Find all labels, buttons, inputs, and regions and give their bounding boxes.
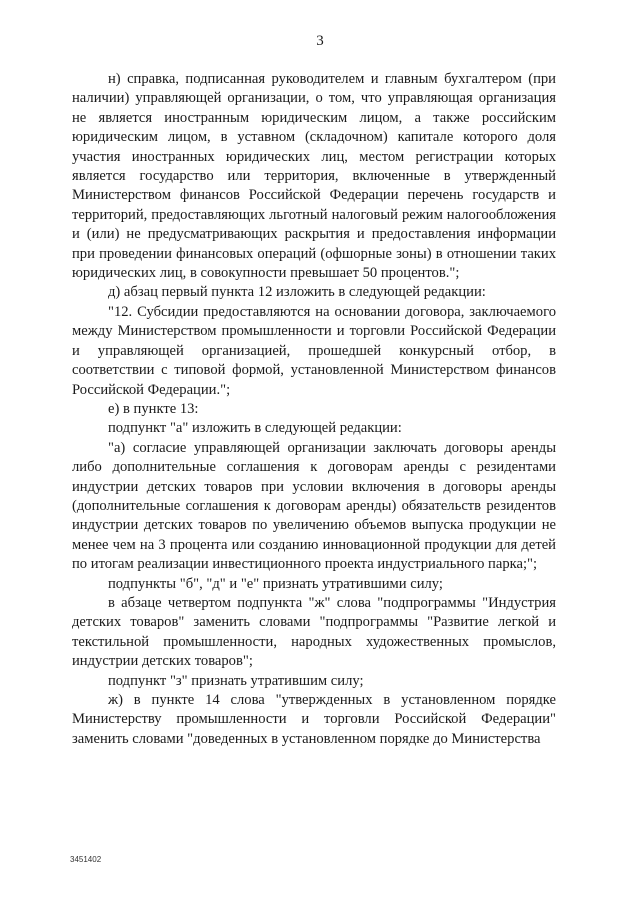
paragraph-clause-12-text: "12. Субсидии предоставляются на основании договора, заключаемого между Министерством промышленности и торговли Российской Федерации и управляющей организацией, прошедшей конкурсный отбор, в соответствии с типовой формой, установленной Министерством финансов Российской Федерации.";	[72, 303, 556, 398]
paragraph-n-certificate: н) справка, подписанная руководителем и главным бухгалтером (при наличии) управляющей организации, о том, что управляющая организация не является иностранным юридическим лицом, а также российским юридическим лицом, в уставном (складочном) капитале которого доля участия иностранных юридических лиц, местом регистрации которых является государство или территория, включенные в утвержденный Министерством финансов Российской Федерации перечень государств и территорий, предоставляющих льготный налоговый режим налогообложения и (или) не предусматривающих раскрытия и предоставления информации при проведении финансовых операций (офшорные зоны) в отношении таких юридических лиц, в совокупности превышает 50 процентов.";	[72, 71, 556, 282]
paragraph-d-clause-12: д) абзац первый пункта 12 изложить в следующей редакции:	[108, 284, 486, 301]
document-body	[72, 70, 556, 749]
paragraph-subclause-a-intro: подпункт "а" изложить в следующей редакции:	[108, 420, 402, 437]
paragraph-e-clause-13: е) в пункте 13:	[108, 400, 199, 417]
paragraph-subclauses-repealed: подпункты "б", "д" и "е" признать утратившими силу;	[108, 575, 443, 592]
paragraph-subclause-a-text: "а) согласие управляющей организации заключать договоры аренды либо дополнительные соглашения к договорам аренды с резидентами индустрии детских товаров при условии включения в договоры аренды (дополнительные соглашения к договорам аренды) обязательств резидентов индустрии детских товаров по увеличению объемов выпуска продукции не менее чем на 3 процента или созданию инновационной продукции для детей по итогам реализации инвестиционного проекта индустриального парка;";	[72, 439, 556, 573]
document-code: 3451402	[70, 855, 102, 864]
paragraph-zh-clause-14: ж) в пункте 14 слова "утвержденных в установленном порядке Министерству промышленности и торговли Российской Федерации" заменить словами "доведенных в установленном порядке до Министерства	[72, 692, 556, 747]
paragraph-subclause-z-repealed: подпункт "з" признать утратившим силу;	[108, 672, 364, 689]
page-number: 3	[316, 33, 324, 49]
paragraph-subclause-zh-amend: в абзаце четвертом подпункта "ж" слова "подпрограммы "Индустрия детских товаров" заменить словами "подпрограммы "Развитие легкой и текстильной промышленности, народных художественных промыслов, индустрии детских товаров";	[72, 594, 556, 670]
